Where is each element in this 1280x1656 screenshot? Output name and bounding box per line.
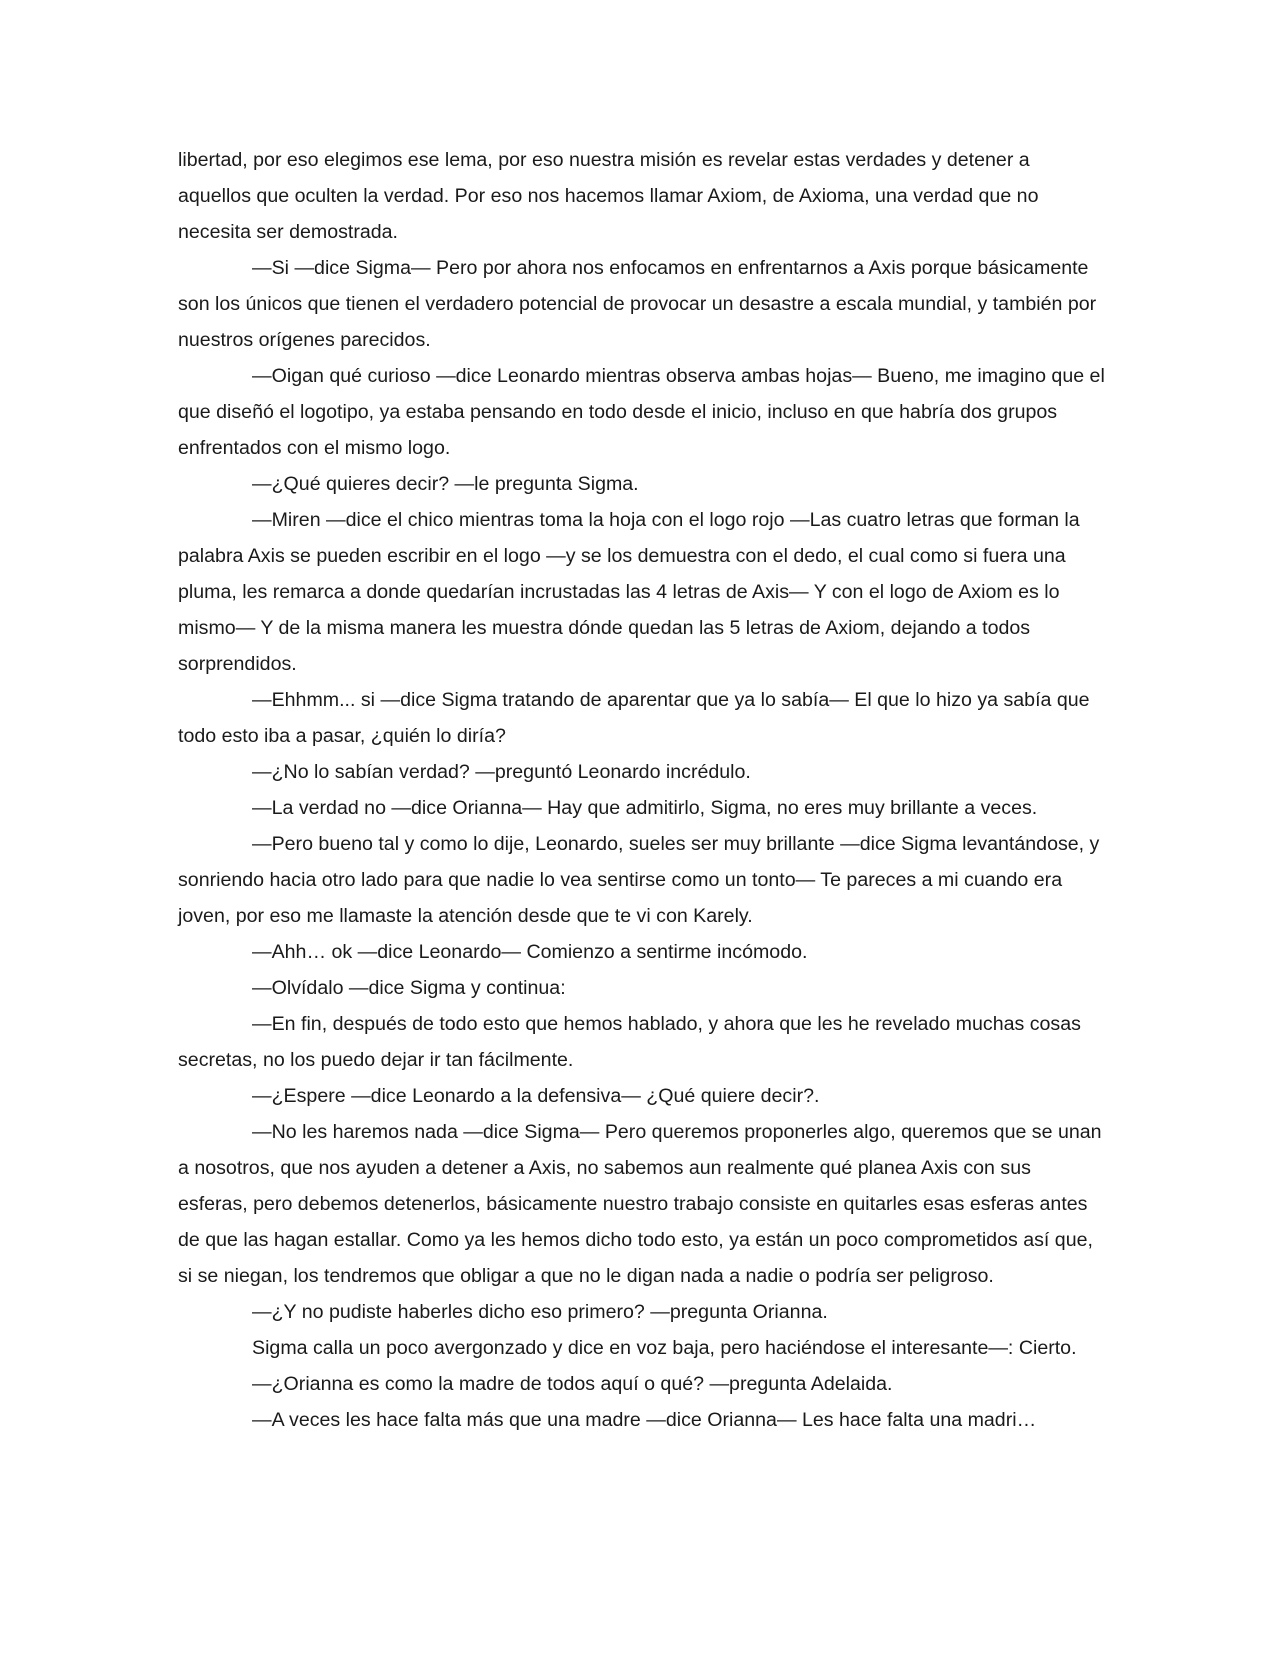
paragraph: —¿Qué quieres decir? —le pregunta Sigma. bbox=[252, 473, 639, 495]
paragraph: —La verdad no —dice Orianna— Hay que admitirlo, Sigma, no eres muy brillante a veces. bbox=[252, 797, 1038, 819]
paragraph: —No les haremos nada —dice Sigma— Pero queremos proponerles algo, queremos que se unan a nosotros, que nos ayuden a detener a Axis, no sabemos aun realmente qué planea Axis con sus esferas, pero debemos detenerlos, básicamente nuestro trabajo consiste en quitarles esas esferas antes de que las hagan estallar. Como ya les hemos dicho todo esto, ya están un poco comprometidos así que, si se niegan, los tendremos que obligar a que no le digan nada a nadie o podría ser peligroso. bbox=[178, 1121, 1102, 1287]
paragraph: —Pero bueno tal y como lo dije, Leonardo, sueles ser muy brillante —dice Sigma levantándose, y sonriendo hacia otro lado para que nadie lo vea sentirse como un tonto— Te pareces a mi cuando era joven, por eso me llamaste la atención desde que te vi con Karely. bbox=[178, 833, 1100, 927]
paragraph: —¿No lo sabían verdad? —preguntó Leonardo incrédulo. bbox=[252, 761, 751, 783]
paragraph: libertad, por eso elegimos ese lema, por eso nuestra misión es revelar estas verdades y detener a aquellos que oculten la verdad. Por eso nos hacemos llamar Axiom, de Axioma, una verdad que no necesita ser demostrada. bbox=[178, 149, 1039, 243]
paragraph: —¿Espere —dice Leonardo a la defensiva— ¿Qué quiere decir?. bbox=[252, 1085, 820, 1107]
paragraph: —En fin, después de todo esto que hemos hablado, y ahora que les he revelado muchas cosas secretas, no los puedo dejar ir tan fácilmente. bbox=[178, 1013, 1081, 1071]
document-body bbox=[178, 142, 1106, 1438]
paragraph: —Ahh… ok —dice Leonardo— Comienzo a sentirme incómodo. bbox=[252, 941, 808, 963]
paragraph: —Si —dice Sigma— Pero por ahora nos enfocamos en enfrentarnos a Axis porque básicamente son los únicos que tienen el verdadero potencial de provocar un desastre a escala mundial, y también por nuestros orígenes parecidos. bbox=[178, 257, 1097, 351]
paragraph: Sigma calla un poco avergonzado y dice en voz baja, pero haciéndose el interesante—: Cierto. bbox=[252, 1337, 1077, 1359]
paragraph: —A veces les hace falta más que una madre —dice Orianna— Les hace falta una madri… bbox=[252, 1409, 1037, 1431]
paragraph: —¿Orianna es como la madre de todos aquí o qué? —pregunta Adelaida. bbox=[252, 1373, 893, 1395]
paragraph: —Ehhmm... si —dice Sigma tratando de aparentar que ya lo sabía— El que lo hizo ya sabía que todo esto iba a pasar, ¿quién lo diría? bbox=[178, 689, 1090, 747]
paragraph: —¿Y no pudiste haberles dicho eso primero? —pregunta Orianna. bbox=[252, 1301, 828, 1323]
paragraph: —Oigan qué curioso —dice Leonardo mientras observa ambas hojas— Bueno, me imagino que el que diseñó el logotipo, ya estaba pensando en todo desde el inicio, incluso en que habría dos grupos enfrentados con el mismo logo. bbox=[178, 365, 1105, 459]
paragraph: —Miren —dice el chico mientras toma la hoja con el logo rojo —Las cuatro letras que forman la palabra Axis se pueden escribir en el logo —y se los demuestra con el dedo, el cual como si fuera una pluma, les remarca a donde quedarían incrustadas las 4 letras de Axis— Y con el logo de Axiom es lo mismo— Y de la misma manera les muestra dónde quedan las 5 letras de Axiom, dejando a todos sorprendidos. bbox=[178, 509, 1080, 675]
paragraph: —Olvídalo —dice Sigma y continua: bbox=[252, 977, 566, 999]
